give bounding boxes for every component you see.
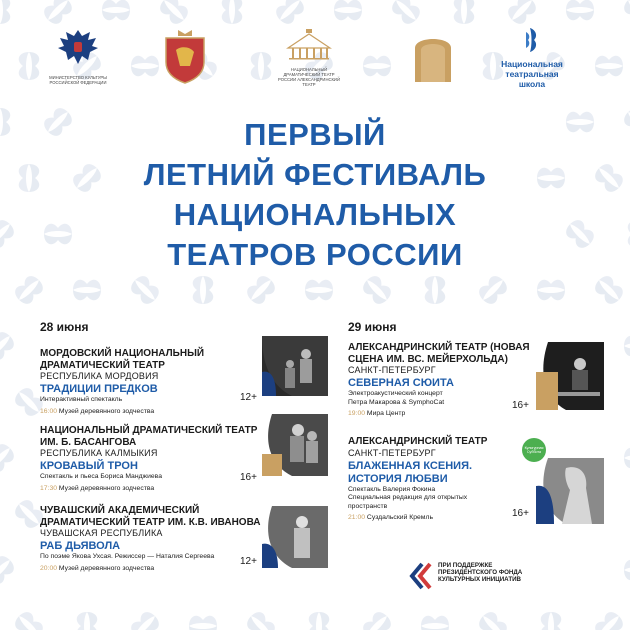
museum-arch-icon [412, 30, 454, 82]
theatre-school-icon [492, 26, 572, 54]
ornament-motif [73, 280, 101, 301]
festival-title-line-3: НАЦИОНАЛЬНЫХ [173, 197, 457, 232]
ornament-motif [0, 329, 17, 363]
theatre-school-text: Национальная театральная школа [501, 59, 563, 89]
event-description-1: Спектакль Валерия Фокина [348, 485, 436, 493]
event-venue: Музей деревянного зодчества [58, 484, 155, 492]
ornament-motif [363, 56, 391, 77]
event-venue: Музей деревянного зодчества [58, 407, 155, 415]
event-description-1: Электроакустический концерт [348, 390, 443, 397]
ornament-motif [244, 609, 278, 630]
ornament-motif [0, 441, 17, 475]
event-time: 16:00 [40, 407, 58, 415]
ornament-motif [454, 0, 475, 24]
ornament-motif [360, 609, 394, 630]
event-show-title-2: ИСТОРИЯ ЛЮБВИ [348, 472, 448, 485]
event-region: САНКТ-ПЕТЕРБУРГ [348, 365, 436, 375]
ornament-motif [0, 553, 17, 587]
museum-logo [412, 30, 454, 82]
ornament-motif [624, 560, 630, 581]
ornament-motif [19, 52, 40, 80]
event-kalmykia [40, 425, 270, 493]
ornament-motif [421, 616, 449, 630]
event-region: ЧУВАШСКАЯ РЕСПУБЛИКА [40, 528, 163, 538]
event-time: 20:00 [40, 564, 58, 572]
ornament-motif [77, 612, 98, 630]
ministry-logo-text: МИНИСТЕРСТВО КУЛЬТУРЫ РОССИЙСКОЙ ФЕДЕРАЦИИ [49, 75, 107, 85]
event-region: САНКТ-ПЕТЕРБУРГ [348, 447, 436, 458]
presidential-fund-icon [408, 562, 432, 590]
event-region: РЕСПУБЛИКА МОРДОВИЯ [40, 371, 159, 381]
event-mordovia [40, 348, 270, 416]
ornament-motif [334, 0, 362, 20]
event-photo-mordovia [262, 336, 328, 396]
ornament-motif [305, 280, 333, 301]
region-logo [160, 28, 210, 84]
ornament-motif [505, 0, 539, 27]
ornament-motif [476, 273, 510, 307]
bolshoi-theatre-icon [268, 28, 350, 62]
date-29-june: 29 июня [348, 320, 397, 334]
event-alexandrinsky-new-stage [348, 342, 538, 419]
event-description: Интерактивный спектакль [40, 396, 123, 403]
ministry-logo [38, 26, 118, 88]
ornament-motif [624, 336, 630, 357]
festival-title-line-1: ПЕРВЫЙ [244, 117, 386, 152]
age-rating: 16+ [512, 400, 529, 411]
ornament-motif [592, 609, 626, 630]
ornament-motif [621, 0, 630, 27]
event-description-3: пространств [348, 502, 388, 510]
event-time-venue [348, 514, 538, 523]
ornament-motif [102, 0, 130, 20]
event-time-venue [40, 408, 270, 417]
date-28-june: 28 июня [40, 320, 89, 334]
ornament-motif [131, 56, 159, 77]
ornament-motif [157, 0, 191, 27]
event-show-title-1: БЛАЖЕННАЯ КСЕНИЯ. [348, 459, 473, 472]
event-time-venue [40, 565, 270, 574]
event-time: 21:00 [348, 514, 366, 521]
ornament-motif [41, 0, 75, 27]
event-theatre-name: ЧУВАШСКИЙ АКАДЕМИЧЕСКИЙ ДРАМАТИЧЕСКИЙ ТЕАТР ИМ. К.В. ИВАНОВА [40, 505, 261, 528]
ornament-motif [592, 273, 626, 307]
event-alexandrinsky [348, 436, 538, 523]
ornament-motif [541, 612, 562, 630]
age-rating: 16+ [240, 472, 257, 483]
theatre-school-logo [492, 26, 572, 88]
cultural-saturday-badge: Культурная Суббота [522, 438, 546, 462]
event-venue: Мира Центр [366, 410, 406, 417]
ornament-motif [222, 0, 243, 24]
event-time: 17:30 [40, 484, 58, 492]
eagle-emblem-icon [38, 26, 118, 70]
event-description: По поэме Якова Ухсая. Режиссер — Наталия Сергеева [40, 553, 215, 560]
event-show-title: СЕВЕРНАЯ СЮИТА [348, 377, 454, 389]
event-theatre-name: МОРДОВСКИЙ НАЦИОНАЛЬНЫЙ ДРАМАТИЧЕСКИЙ ТЕАТР [40, 348, 205, 371]
ornament-motif [128, 273, 162, 307]
age-rating: 16+ [512, 508, 529, 519]
event-venue: Суздальский Кремль [366, 514, 433, 521]
ornament-motif [624, 448, 630, 469]
event-theatre-name: НАЦИОНАЛЬНЫЙ ДРАМАТИЧЕСКИЙ ТЕАТР ИМ. Б. БАСАНГОВА [40, 425, 258, 448]
ornament-motif [273, 0, 307, 27]
event-time-venue [40, 485, 270, 494]
event-theatre-name: АЛЕКСАНДРИНСКИЙ ТЕАТР [348, 436, 488, 447]
ornament-motif [309, 612, 330, 630]
event-photo-severnaya-suita [536, 342, 604, 410]
ornament-motif [128, 609, 162, 630]
festival-title-line-2: ЛЕТНИЙ ФЕСТИВАЛЬ [143, 157, 487, 192]
bolshoi-logo [268, 28, 350, 87]
event-time-venue [348, 410, 538, 419]
presidential-fund-text: ПРИ ПОДДЕРЖКЕ ПРЕЗИДЕНТСКОГО ФОНДА КУЛЬТУРНЫХ ИНИЦИАТИВ [438, 562, 523, 584]
ornament-motif [389, 0, 423, 27]
event-time: 19:00 [348, 410, 366, 417]
age-rating: 12+ [240, 556, 257, 567]
age-rating: 12+ [240, 392, 257, 403]
event-photo-kalmykia [262, 414, 328, 476]
festival-title-line-4: ТЕАТРОВ РОССИИ [167, 237, 463, 272]
ornament-motif [0, 0, 10, 24]
presidential-fund-logo [408, 560, 548, 594]
event-chuvashia [40, 505, 270, 573]
event-description-2: Специальная редакция для открытых [348, 494, 468, 501]
ornament-motif [476, 609, 510, 630]
ornament-motif [595, 56, 623, 77]
ornament-motif [193, 276, 214, 304]
bolshoi-logo-text: НАЦИОНАЛЬНЫЙ ДРАМАТИЧЕСКИЙ ТЕАТР РОССИИ АЛЕКСАНДРИНСКИЙ ТЕАТР [278, 67, 340, 87]
ornament-motif [12, 609, 46, 630]
ornament-motif [360, 273, 394, 307]
ornament-motif [425, 276, 446, 304]
event-photo-chuvashia [262, 506, 328, 568]
event-theatre-name: АЛЕКСАНДРИНСКИЙ ТЕАТР (НОВАЯ СЦЕНА ИМ. ВС. МЕЙЕРХОЛЬДА) [348, 342, 530, 365]
event-venue: Музей деревянного зодчества [58, 564, 155, 572]
ornament-motif [189, 616, 217, 630]
ornament-motif [537, 280, 565, 301]
ornament-motif [244, 273, 278, 307]
vladimir-coat-of-arms-icon [160, 28, 210, 84]
event-description: Спектакль и пьеса Бориса Манджиева [40, 473, 162, 480]
event-region: РЕСПУБЛИКА КАЛМЫКИЯ [40, 448, 158, 458]
event-show-title: РАБ ДЬЯВОЛА [40, 540, 121, 552]
ornament-motif [12, 273, 46, 307]
event-show-title: ТРАДИЦИИ ПРЕДКОВ [40, 383, 158, 395]
event-photo-blazhennaya-kseniya [536, 458, 604, 524]
event-show-title: КРОВАВЫЙ ТРОН [40, 460, 138, 472]
ornament-motif [566, 0, 594, 20]
event-description-2: Петра Макарова & SymphoCat [348, 398, 445, 406]
